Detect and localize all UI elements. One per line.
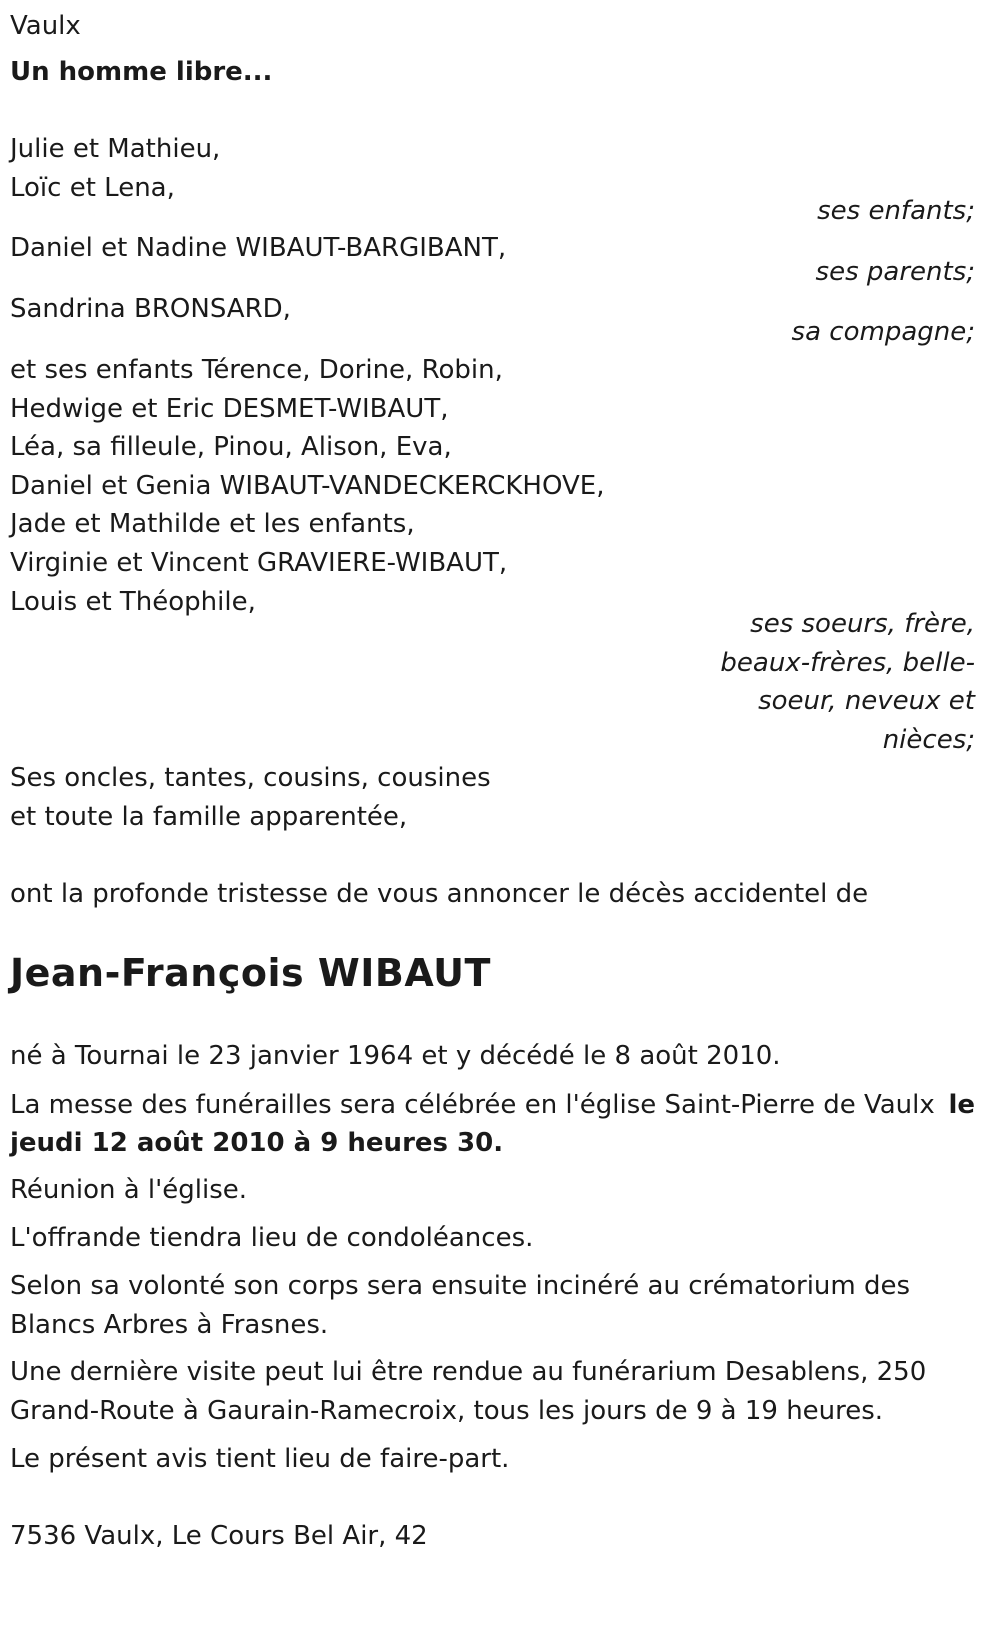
cremation-line: Selon sa volonté son corps sera ensuite incinéré au crématorium des [10, 1271, 911, 1301]
role-siblings: soeur, neveux et [758, 686, 975, 716]
family-line: Sandrina BRONSARD, [10, 294, 291, 324]
role-partner: sa compagne; [791, 317, 975, 347]
role-siblings: ses soeurs, frère, [750, 609, 975, 639]
family-line: Julie et Mathieu, [10, 134, 221, 164]
announcement-intro: ont la profonde tristesse de vous annoncer le décès accidentel de [10, 879, 869, 909]
visit-line: Une dernière visite peut lui être rendue au funérarium Desablens, 250 [10, 1357, 927, 1387]
family-line: Ses oncles, tantes, cousins, cousines [10, 763, 491, 793]
address: 7536 Vaulx, Le Cours Bel Air, 42 [10, 1521, 428, 1551]
mass-line [10, 1085, 935, 1125]
family-line: Jade et Mathilde et les enfants, [10, 509, 415, 539]
visit-line: Grand-Route à Gaurain-Ramecroix, tous les jours de 9 à 19 heures. [10, 1396, 884, 1426]
family-line: Hedwige et Eric DESMET-WIBAUT, [10, 394, 449, 424]
family-line: Virginie et Vincent GRAVIERE-WIBAUT, [10, 548, 508, 578]
mass-date-part1: le [948, 1090, 975, 1120]
tagline: Un homme libre... [10, 57, 273, 87]
role-siblings: beaux-frères, belle- [720, 648, 975, 678]
mass-date-part2: jeudi 12 août 2010 à 9 heures 30. [10, 1128, 504, 1158]
family-line: Daniel et Genia WIBAUT-VANDECKERCKHOVE, [10, 471, 605, 501]
cremation-line: Blancs Arbres à Frasnes. [10, 1310, 329, 1340]
role-children: ses enfants; [817, 196, 975, 226]
deceased-name: Jean-François WIBAUT [10, 951, 491, 995]
role-parents: ses parents; [815, 257, 975, 287]
notice-line: Le présent avis tient lieu de faire-part. [10, 1444, 510, 1474]
place-heading: Vaulx [10, 11, 81, 41]
obituary-notice [10, 0, 990, 1626]
offering-line: L'offrande tiendra lieu de condoléances. [10, 1223, 534, 1253]
family-line: Daniel et Nadine WIBAUT-BARGIBANT, [10, 233, 507, 263]
role-siblings: nièces; [882, 725, 975, 755]
family-line: Louis et Théophile, [10, 587, 256, 617]
mass-text: La messe des funérailles sera célébrée en l'église Saint-Pierre de Vaulx [10, 1090, 935, 1120]
family-line: et toute la famille apparentée, [10, 802, 408, 832]
meeting-line: Réunion à l'église. [10, 1175, 248, 1205]
family-line: et ses enfants Térence, Dorine, Robin, [10, 355, 503, 385]
family-line: Loïc et Lena, [10, 173, 175, 203]
birth-death-line: né à Tournai le 23 janvier 1964 et y décédé le 8 août 2010. [10, 1041, 781, 1071]
family-line: Léa, sa filleule, Pinou, Alison, Eva, [10, 432, 452, 462]
